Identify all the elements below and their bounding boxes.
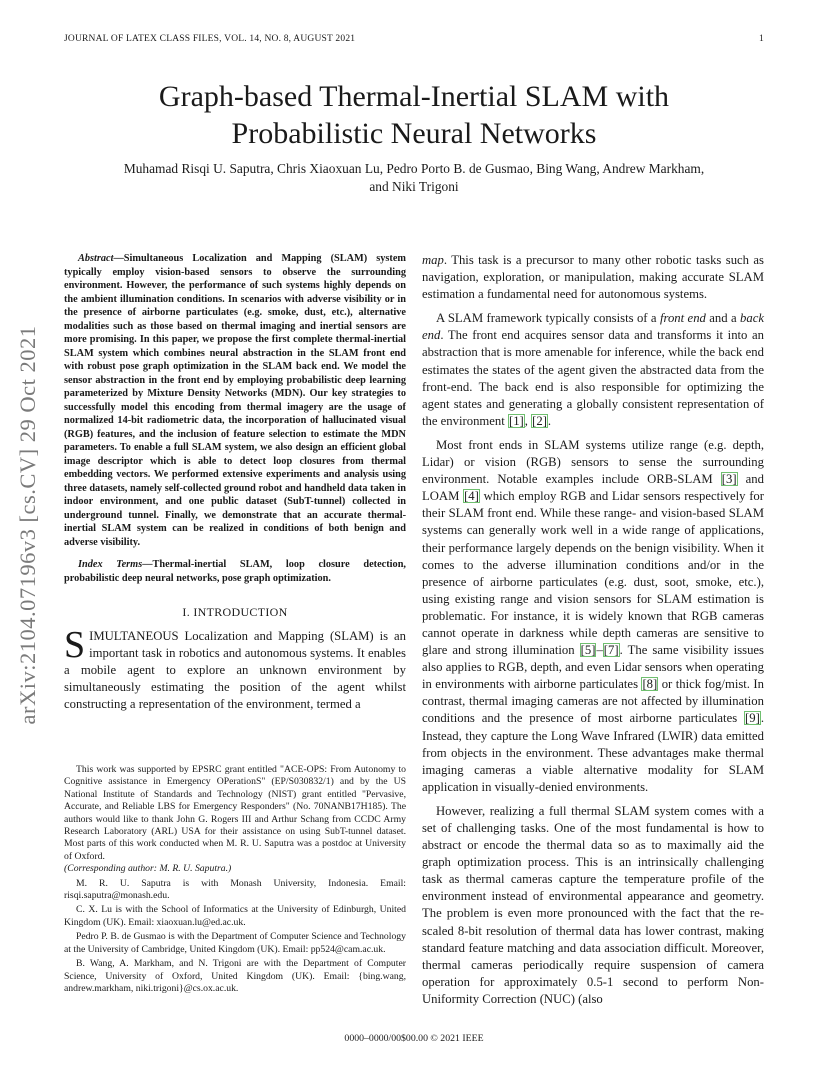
arxiv-stamp xyxy=(8,290,48,760)
authors-line-1: Muhamad Risqi U. Saputra, Chris Xiaoxuan Lu, Pedro Porto B. de Gusmao, Bing Wang, Andrew Markham, xyxy=(123,161,705,176)
index-terms xyxy=(64,558,406,585)
citation-link[interactable]: [2] xyxy=(532,413,547,428)
citation-link[interactable]: [1] xyxy=(508,413,524,428)
arxiv-identifier: arXiv:2104.07196v3 [cs.CV] 29 Oct 2021 xyxy=(15,325,40,725)
p3-text-a: Most front ends in SLAM systems utilize range (e.g. depth, Lidar) or vision (RGB) sensors to sense the surrounding environment. Notable examples include ORB-SLAM xyxy=(422,437,764,487)
right-paragraph-3 xyxy=(422,437,764,796)
citation-link[interactable]: [3] xyxy=(721,472,737,487)
p3-text-f: . Instead, they capture the Long Wave Infrared (LWIR) data emitted from objects in the environment. These advantages make thermal imaging cameras a viable alternative modality for SLAM application in visually-denied environments. xyxy=(422,711,764,794)
p2-end: . xyxy=(547,413,552,428)
citation-link[interactable]: [7] xyxy=(603,643,619,658)
term-front-end: front end xyxy=(659,311,706,326)
abstract xyxy=(64,252,406,549)
citation-link[interactable]: [5] xyxy=(580,643,596,658)
p2-text-a: A SLAM framework typically consists of a xyxy=(436,311,660,326)
title-line-2: Probabilistic Neural Networks xyxy=(231,117,597,150)
abstract-label: Abstract xyxy=(78,253,114,264)
footnote-funding: This work was supported by EPSRC grant entitled "ACE-OPS: From Autonomy to Cognitive assistance in Emergency OPerationS" (EP/S030832/1) and by the US National Institute of Standards and Technology (NIST) grant entitled "Pervasive, Accurate, and Reliable LBS for Emergency Responders" (No. 70NANB17H185). The authors would like to thank John G. Rogers III and Arthur Schang from CCDC Army Research Laboratory (ARL) USA for their assistance on using SubT-tunnel dataset. Most parts of this work conducted when M. R. U. Saputra was a postdoc at University of Oxford. xyxy=(64,764,406,862)
abstract-text: —Simultaneous Localization and Mapping (SLAM) system typically employ vision-based sensors to observe the surrounding environment. However, the performance of such systems highly depends on the ambient illumination conditions. In scenarios with adverse visibility or in the presence of airborne particulates (e.g. smoke, dust, etc.), alternative modalities such as those based on thermal imaging and inertial sensors are more promising. In this paper, we propose the first complete thermal-inertial SLAM system which combines neural abstraction in the SLAM front end with robust pose graph optimization in the SLAM back end. We model the sensor abstraction in the front end by employing probabilistic deep learning parameterized by Mixture Density Networks (MDN). Our key strategies to successfully model this encoding from thermal imagery are the usage of normalized 14-bit radiometric data, the incorporation of hallucinated visual (RGB) features, and the inclusion of feature selection to estimate the MDN parameters. To enable a full SLAM system, we also design an efficient global image descriptor which is able to detect loop closures from thermal embedding vectors. We performed extensive experiments and analysis using three datasets, namely self-collected ground robot and handheld data taken in indoor environment, and one public dataset (SubT-tunnel) collected in underground tunnel. Finally, we demonstrate that an accurate thermal-inertial SLAM system can be realized in conditions of both benign and adverse visibility. xyxy=(64,253,406,548)
authors-line-2: and Niki Trigoni xyxy=(369,179,459,194)
paper-title xyxy=(60,78,768,152)
p3-text-d: . The same visibility issues also applies to RGB, depth, and even Lidar sensors when operating in environments with airborne particulates xyxy=(422,643,764,692)
term-map: map xyxy=(422,253,444,267)
intro-paragraph-1 xyxy=(64,624,406,713)
footnote-affiliation-oxford: B. Wang, A. Markham, and N. Trigoni are with the Department of Computer Science, University of Oxford, United Kingdom (UK). Email: {bing.wang, andrew.markham, niki.trigoni}@cs.ox.ac.uk. xyxy=(64,958,406,994)
p3-text-b: and LOAM xyxy=(422,472,764,504)
footnote-affiliation-gusmao: Pedro P. B. de Gusmao is with the Department of Computer Science and Technology at the University of Cambridge, United Kingdom (UK). Email: pp524@cam.ac.uk. xyxy=(64,931,406,955)
citation-link[interactable]: [4] xyxy=(464,489,479,504)
right-paragraph-1 xyxy=(422,252,764,303)
copyright-footer: 0000–0000/00$00.00 © 2021 IEEE xyxy=(344,1033,484,1044)
right-paragraph-2 xyxy=(422,310,764,430)
drop-cap: S xyxy=(64,624,86,666)
title-line-1: Graph-based Thermal-Inertial SLAM with xyxy=(158,80,670,113)
left-column xyxy=(64,252,406,720)
term-back-end: back end xyxy=(422,311,764,343)
p3-text-e: or thick fog/mist. In contrast, thermal imaging cameras are not affected by illumination conditions and the presence of most airborne particulates xyxy=(422,677,764,726)
citation-link[interactable]: [8] xyxy=(642,677,658,692)
footnote-corresponding: (Corresponding author: M. R. U. Saputra.) xyxy=(64,863,232,875)
p2-sep: , xyxy=(524,413,532,428)
citation-link[interactable]: [9] xyxy=(745,711,760,726)
right-column xyxy=(422,252,764,1015)
index-terms-label: Index Terms xyxy=(78,559,143,570)
p2-text-b: and a xyxy=(705,311,741,326)
p3-text-c: which employ RGB and Lidar sensors respectively for their SLAM front end. While these range- and vision-based SLAM systems can generally work well in a wide range of applications, their performance largely depends on the benign visibility. When it comes to the adverse illumination conditions and/or in the presence of airborne particulates (e.g. dust, soot, smoke, etc.), using existing range and vision sensors for SLAM estimation is problematic. For instance, it is widely known that RGB cameras cannot operate in darkness while depth cameras are sensitive to glare and strong illumination xyxy=(422,489,764,658)
journal-name: JOURNAL OF LATEX CLASS FILES, VOL. 14, NO. 8, AUGUST 2021 xyxy=(64,34,356,44)
footnote-affiliation-lu: C. X. Lu is with the School of Informatics at the University of Edinburgh, United Kingdom (UK). Email: xiaoxuan.lu@ed.ac.uk. xyxy=(64,904,406,928)
page-number: 1 xyxy=(759,34,764,44)
p3-dash: – xyxy=(596,643,603,658)
p2-text-c: . The front end acquires sensor data and transforms it into an abstraction that is more amenable for inference, while the back end estimates the states of the agent given the abstracted data from the front-end. The back end is also responsible for optimizing the agent states and generating a globally consistent representation of the environment xyxy=(422,328,764,428)
footnotes xyxy=(64,764,406,997)
section-heading-introduction: I. INTRODUCTION xyxy=(182,605,288,619)
right-paragraph-1-text: . This task is a precursor to many other robotic tasks such as navigation, exploration, or manipulation, making accurate SLAM estimation a fundamental need for autonomous systems. xyxy=(422,253,764,302)
intro-paragraph-1-text: IMULTANEOUS Localization and Mapping (SLAM) is an important task in robotics and autonomous systems. It enables a mobile agent to explore an unknown environment by simultaneously estimating the position of the agent whilst constructing a representation of the environment, termed a xyxy=(64,629,406,712)
footnote-affiliation-saputra: M. R. U. Saputra is with Monash University, Indonesia. Email: risqi.saputra@monash.edu. xyxy=(64,877,406,902)
right-paragraph-4: However, realizing a full thermal SLAM system comes with a set of challenging tasks. One of the most fundamental is how to abstract or encode the thermal data so as to maximally aid the graph optimization process. This is an intrinsically challenging task as thermal cameras capture the temperature profile of the environment instead of environmental appearance and geometry. The problem is even more pronounced with the fact that the re-scaled 8-bit resolution of thermal data has lower contrast, making standard feature matching and data association difficult. Moreover, thermal cameras periodically require suspension of camera operation for approximately 0.5-1 second to perform Non-Uniformity Correction (NUC) (also xyxy=(422,803,764,1006)
author-list xyxy=(70,160,758,196)
running-header xyxy=(64,34,764,44)
index-terms-text: —Thermal-inertial SLAM, loop closure detection, probabilistic deep neural networks, pose graph optimization. xyxy=(64,559,406,584)
